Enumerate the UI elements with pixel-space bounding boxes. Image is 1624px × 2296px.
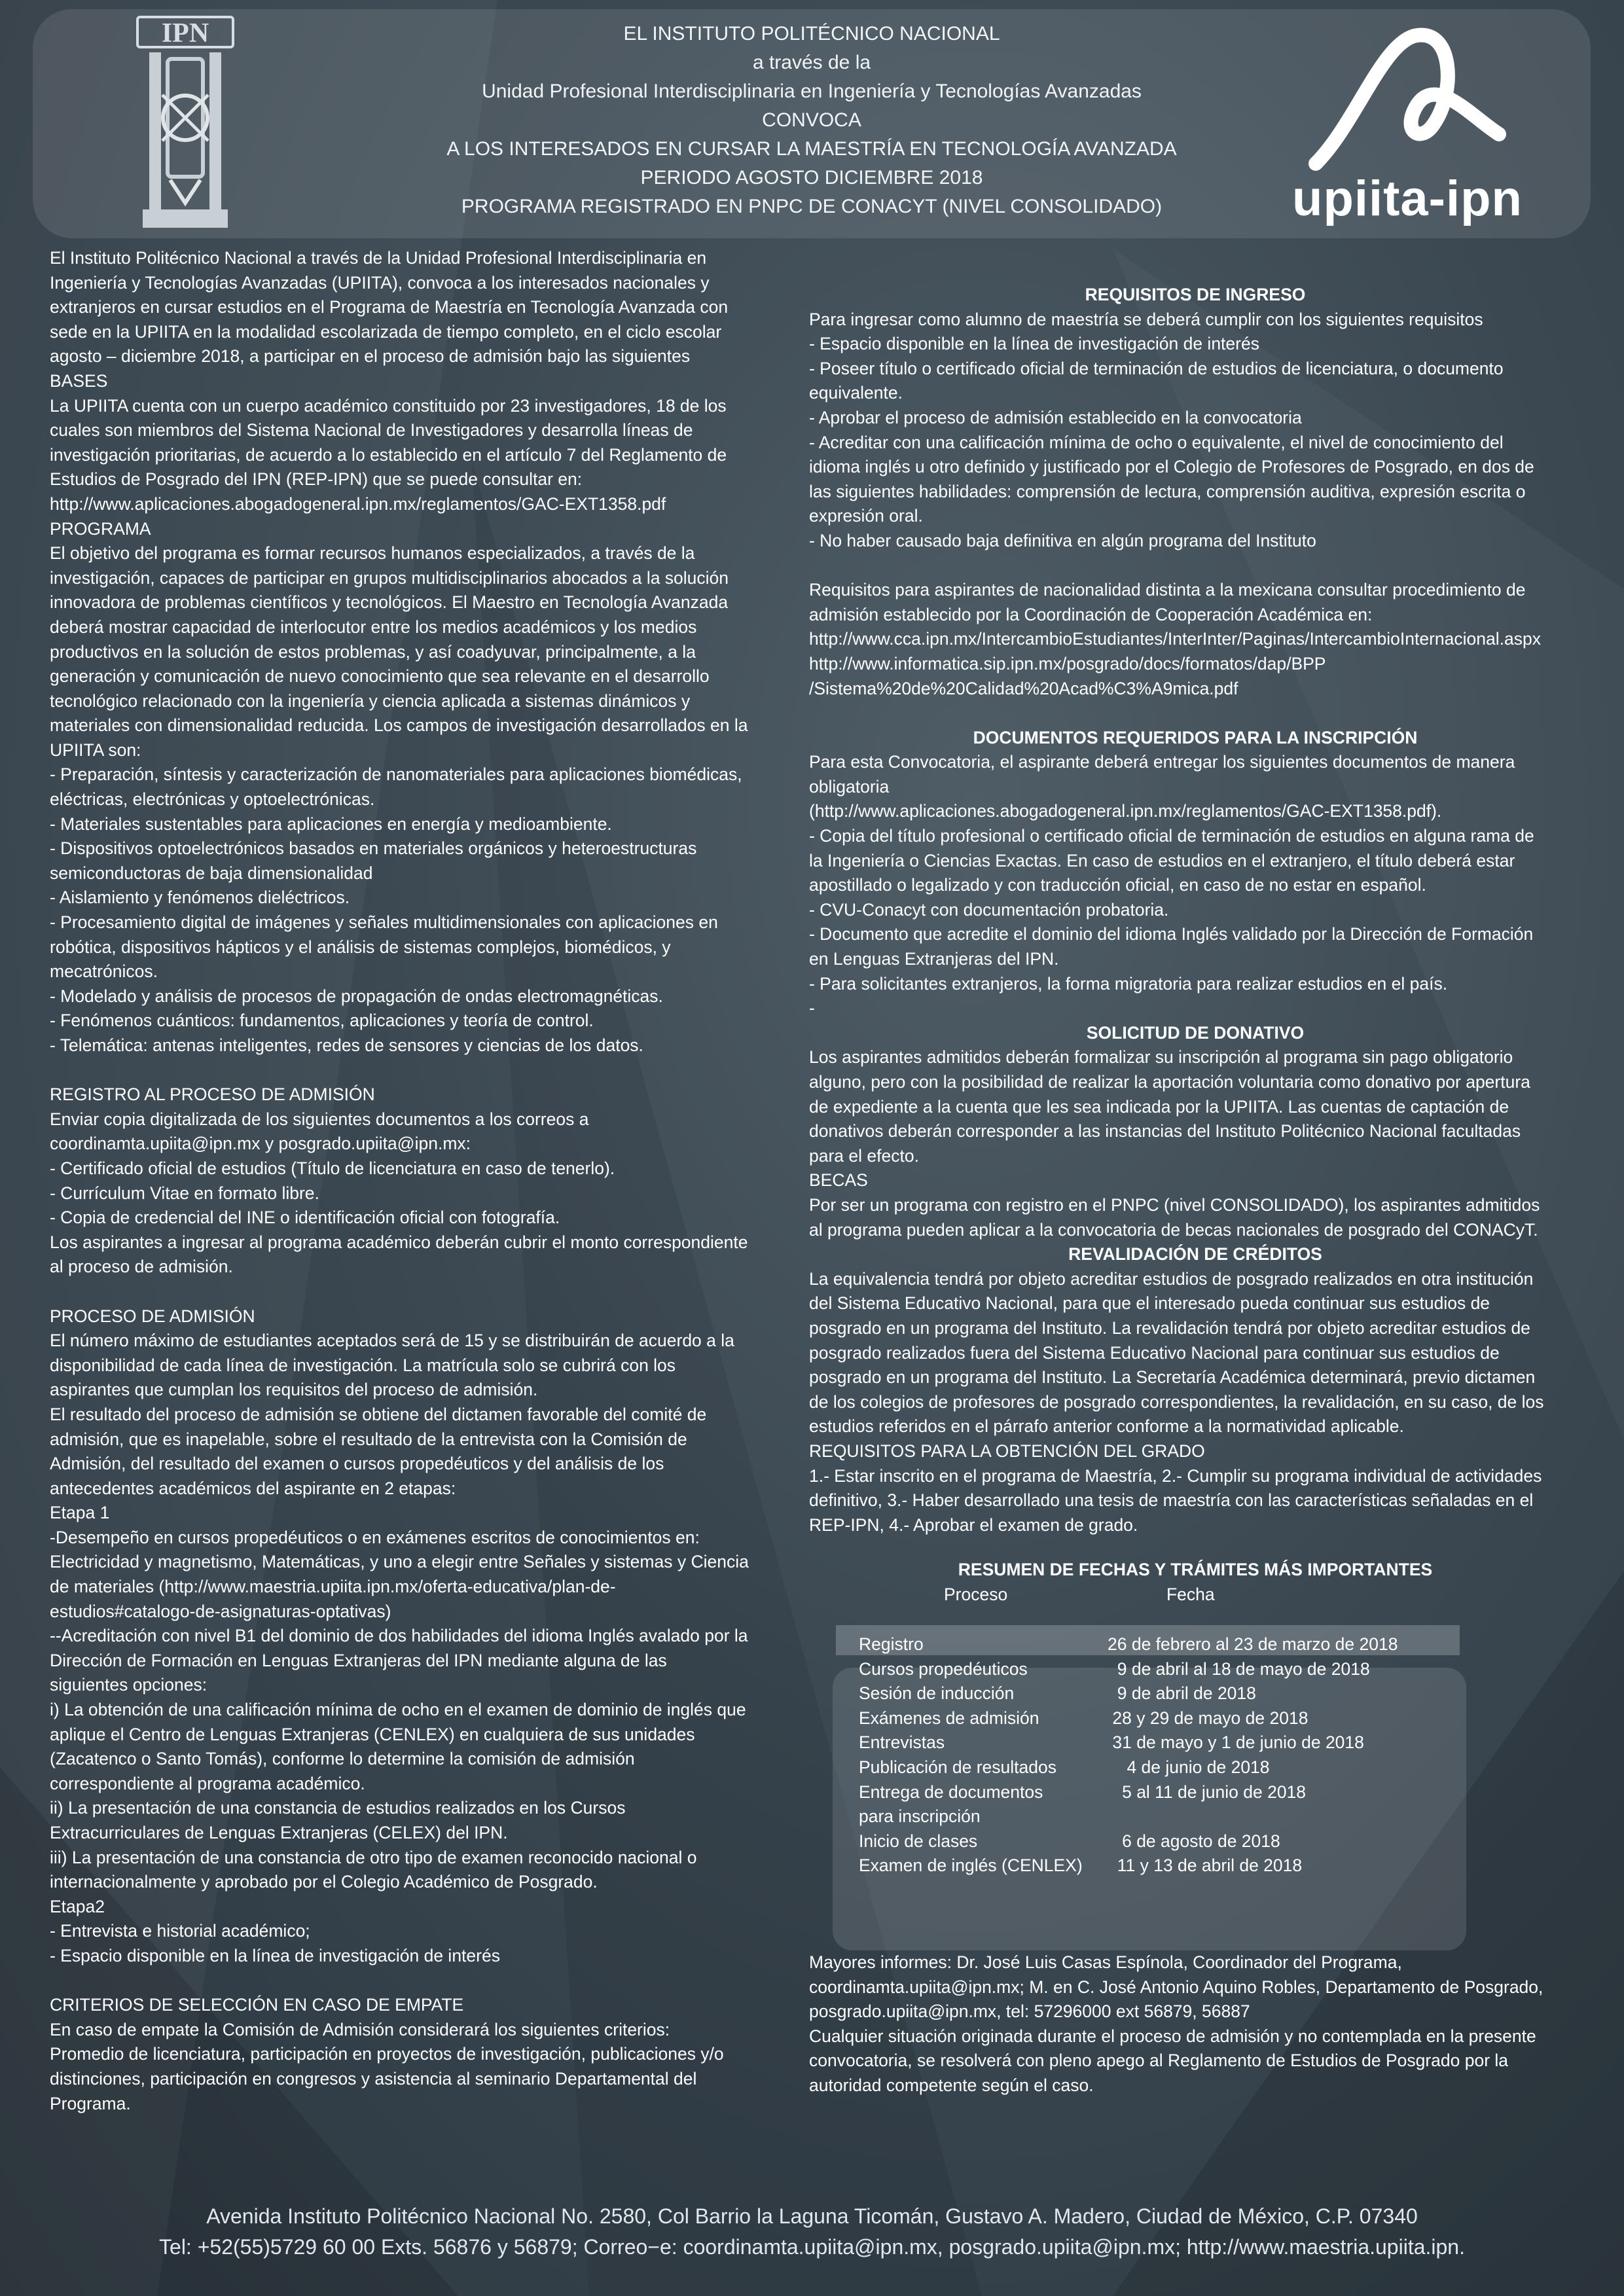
right-text-line: apostillado o legalizado y con traducción oficial, en caso de no estar en español.	[809, 875, 1426, 895]
left-text-line: siguientes opciones:	[50, 1675, 208, 1695]
right-text-line	[809, 554, 1581, 579]
table-cell-process: Entrega de documentos	[859, 1782, 1043, 1802]
right-text-line: definitivo, 3.- Haber desarrollado una tesis de maestría con las características señaladas en el	[809, 1490, 1534, 1511]
left-text-line: La UPIITA cuenta con un cuerpo académico constituido por 23 investigadores, 18 de los	[50, 395, 727, 416]
upiita-swoosh-icon	[1303, 20, 1512, 177]
right-text-line: REP-IPN, 4.- Aprobar el examen de grado.	[809, 1515, 1138, 1535]
contact-line: Cualquier situación originada durante el proceso de admisión y no contemplada en la presente	[809, 2026, 1536, 2046]
left-text-line: Dirección de Formación en Lenguas Extranjeras del IPN mediante alguna de las	[50, 1650, 667, 1670]
right-text-line: La equivalencia tendrá por objeto acreditar estudios de posgrado realizados en otra institución	[809, 1268, 1534, 1289]
right-text-line: http://www.cca.ipn.mx/IntercambioEstudiantes/InterInter/Paginas/IntercambioInternacional.aspx	[809, 629, 1541, 649]
right-text-line: /Sistema%20de%20Calidad%20Acad%C3%A9mica.pdf	[809, 678, 1238, 698]
right-text-line	[809, 701, 1581, 726]
header-line: CONVOCA	[762, 109, 861, 131]
right-text-line: posgrado en un programa del Instituto. La revalidación tendrá por objeto acreditar estudios de	[809, 1318, 1530, 1338]
section-heading: REVALIDACIÓN DE CRÉDITOS	[1068, 1244, 1322, 1265]
left-text-line: - Telemática: antenas inteligentes, redes de sensores y ciencias de los datos.	[50, 1035, 643, 1055]
left-text-line: REGISTRO AL PROCESO DE ADMISIÓN	[50, 1085, 375, 1105]
right-text-line: equivalente.	[809, 383, 903, 403]
table-row	[859, 1829, 1448, 1854]
right-text-line: la Ingeniería o Ciencias Exactas. En caso de estudios en el extranjero, el título deberá estar	[809, 850, 1515, 870]
left-text-line: eléctricas, electrónicas y optoelectrónicas.	[50, 789, 375, 810]
left-text-line: PROCESO DE ADMISIÓN	[50, 1306, 255, 1326]
header-line: PROGRAMA REGISTRADO EN PNPC DE CONACYT (NIVEL CONSOLIDADO)	[461, 196, 1163, 217]
right-text-line: de los colegios de profesores de posgrado correspondientes, la revalidación, en su caso, de los	[809, 1391, 1544, 1412]
table-cell-process: Inicio de clases	[859, 1831, 978, 1851]
summary-section	[809, 1558, 1581, 1609]
table-cell-process: Exámenes de admisión	[859, 1708, 1039, 1728]
right-text-line: Los aspirantes admitidos deberán formalizar su inscripción al programa sin pago obligatorio	[809, 1047, 1513, 1067]
left-text-line: de materiales (http://www.maestria.upiita.ipn.mx/oferta-educativa/plan-de-	[50, 1577, 616, 1597]
right-text-line: las siguientes habilidades: comprensión de lectura, comprensión auditiva, expresión escrita o	[809, 481, 1526, 501]
right-text-line: - Poseer título o certificado oficial de terminación de estudios de licenciatura, o documento	[809, 358, 1504, 378]
table-row	[859, 1706, 1448, 1731]
left-text-line: deberá mostrar capacidad de interlocutor entre los medios académicos y los medios	[50, 617, 697, 637]
section-heading: REQUISITOS DE INGRESO	[1085, 285, 1306, 304]
right-text-line: - Espacio disponible en la línea de investigación de interés	[809, 334, 1259, 354]
left-text-line: iii) La presentación de una constancia de otro tipo de examen reconocido nacional o	[50, 1847, 697, 1867]
right-text-line: admisión establecido por la Coordinación de Cooperación Académica en:	[809, 604, 1373, 624]
right-text-line: - Para solicitantes extranjeros, la forma migratoria para realizar estudios en el país.	[809, 973, 1448, 994]
header-line: A LOS INTERESADOS EN CURSAR LA MAESTRÍA EN TECNOLOGÍA AVANZADA	[446, 138, 1177, 160]
header-line: Unidad Profesional Interdisciplinaria en Ingeniería y Tecnologías Avanzadas	[482, 81, 1142, 102]
left-text-line: estudios#catalogo-de-asignaturas-optativas)	[50, 1601, 391, 1621]
left-text-line: Estudios de Posgrado del IPN (REP-IPN) que se puede consultar en:	[50, 469, 583, 490]
left-text-line: - Fenómenos cuánticos: fundamentos, aplicaciones y teoría de control.	[50, 1011, 594, 1031]
right-text-line: estudios referidos en el párrafo anterior conforme a la normatividad aplicable.	[809, 1416, 1404, 1437]
table-cell-date: 4 de junio de 2018	[1108, 1757, 1270, 1777]
header-text	[353, 20, 1270, 221]
table-cell-date: 5 al 11 de junio de 2018	[1108, 1782, 1307, 1802]
left-text-line: innovadora de problemas científicos y tecnológicos. El Maestro en Tecnología Avanzada	[50, 592, 729, 613]
seal-letters: IPN	[161, 18, 209, 48]
right-text-line: - Copia del título profesional o certificado oficial de terminación de estudios en alguna rama de	[809, 826, 1534, 846]
left-text-line: - Modelado y análisis de procesos de propagación de ondas electromagnéticas.	[50, 986, 663, 1006]
left-text-line: - Dispositivos optoelectrónicos basados en materiales orgánicos y heteroestructuras	[50, 838, 697, 859]
left-text-line	[50, 1058, 789, 1083]
left-text-line: BASES	[50, 370, 108, 391]
left-text-line: disponibilidad de cada línea de investigación. La matrícula solo se cubrirá con los	[50, 1355, 676, 1375]
right-text-line: - Documento que acredite el dominio del idioma Inglés validado por la Dirección de Formación	[809, 924, 1534, 944]
left-text-line: cuales son miembros del Sistema Nacional de Investigadores y desarrolla líneas de	[50, 420, 693, 440]
right-text-line: (http://www.aplicaciones.abogadogeneral.ipn.mx/reglamentos/GAC-EXT1358.pdf).	[809, 801, 1442, 821]
right-text-line: - Acreditar con una calificación mínima de ocho o equivalente, el nivel de conocimiento del	[809, 432, 1504, 452]
contact-line: convocatoria, se resolverá con pleno apego al Reglamento de Estudios de Posgrado por la	[809, 2051, 1509, 2071]
table-row	[859, 1657, 1448, 1682]
left-text-line: tecnológico relacionado con la ingeniería y ciencia aplicada a sistemas dinámicos y	[50, 691, 691, 711]
left-text-line: - Preparación, síntesis y caracterización de nanomateriales para aplicaciones biomédicas,	[50, 764, 742, 785]
left-text-line: agosto – diciembre 2018, a participar en el proceso de admisión bajo las siguientes	[50, 346, 691, 367]
left-text-line: http://www.aplicaciones.abogadogeneral.ipn.mx/reglamentos/GAC-EXT1358.pdf	[50, 493, 666, 514]
left-text-line: Programa.	[50, 2093, 131, 2113]
left-column	[50, 246, 789, 2116]
ipn-seal-icon	[130, 13, 241, 236]
left-text-line: --Acreditación con nivel B1 del dominio de dos habilidades del idioma Inglés avalado por la	[50, 1626, 748, 1646]
contact-line: autoridad competente según el caso.	[809, 2075, 1094, 2095]
header-line: a través de la	[752, 52, 871, 73]
left-text-line: Promedio de licenciatura, participación en proyectos de investigación, publicaciones y/o	[50, 2044, 724, 2064]
left-text-line: - Espacio disponible en la línea de investigación de interés	[50, 1945, 500, 1965]
right-text-line: expresión oral.	[809, 506, 923, 526]
left-text-line: antecedentes académicos del aspirante en 2 etapas:	[50, 1478, 456, 1498]
header-line: EL INSTITUTO POLITÉCNICO NACIONAL	[623, 23, 1000, 45]
summary-column-process: Proceso	[944, 1584, 1008, 1604]
left-text-line: materiales con dimensionalidad reducida. Los campos de investigación desarrollados en la	[50, 715, 748, 736]
table-row	[859, 1854, 1448, 1878]
right-text-line: Por ser un programa con registro en el PNPC (nivel CONSOLIDADO), los aspirantes admitidos	[809, 1194, 1540, 1215]
left-text-line: investigación prioritarias, de acuerdo a lo establecido en el artículo 7 del Reglamento de	[50, 444, 727, 465]
left-text-line: mecatrónicos.	[50, 961, 158, 982]
right-text-line: - No haber causado baja definitiva en algún programa del Instituto	[809, 530, 1316, 550]
table-cell-date: 11 y 13 de abril de 2018	[1108, 1856, 1303, 1876]
left-text-line: El Instituto Politécnico Nacional a través de la Unidad Profesional Interdisciplinaria en	[50, 248, 707, 268]
left-text-line: coordinamta.upiita@ipn.mx y posgrado.upiita@ipn.mx:	[50, 1134, 471, 1154]
left-text-line: - Materiales sustentables para aplicaciones en energía y medioambiente.	[50, 814, 612, 834]
table-cell-process: Entrevistas	[859, 1732, 945, 1753]
right-text-line: idioma inglés u otro definido y justificado por el Colegio de Profesores de Posgrado, en dos de	[809, 457, 1534, 477]
table-cell-date: 9 de abril de 2018	[1108, 1683, 1256, 1704]
right-text-line: del Sistema Educativo Nacional, para que el interesado pueda continuar sus estudios de	[809, 1293, 1490, 1314]
footer-address: Avenida Instituto Politécnico Nacional No. 2580, Col Barrio la Laguna Ticomán, Gustavo A. Madero, Ciudad de México, C.P. 07340	[206, 2204, 1418, 2228]
section-heading: SOLICITUD DE DONATIVO	[1086, 1022, 1305, 1043]
right-text-line: de expediente a la cuenta que les sea indicada por la UPIITA. Las cuentas de captación de	[809, 1096, 1509, 1117]
right-text-line: Para ingresar como alumno de maestría se deberá cumplir con los siguientes requisitos	[809, 309, 1483, 329]
left-text-line: correspondiente al programa académico.	[50, 1773, 365, 1793]
left-text-line: CRITERIOS DE SELECCIÓN EN CASO DE EMPATE	[50, 1995, 464, 2015]
table-cell-date: 28 y 29 de mayo de 2018	[1108, 1708, 1308, 1728]
table-cell-date: 6 de agosto de 2018	[1108, 1831, 1280, 1851]
footer-contact: Tel: +52(55)5729 60 00 Exts. 56876 y 56879; Correo−e: coordinamta.upiita@ipn.mx, posgrado.upiita@ipn.mx; http://www.maestria.upiita.ipn.	[159, 2235, 1465, 2259]
left-text-line: - Currículum Vitae en formato libre.	[50, 1183, 319, 1203]
left-text-line: aplique el Centro de Lenguas Extranjeras (CENLEX) en cualquiera de sus unidades	[50, 1724, 695, 1744]
table-cell-date: 31 de mayo y 1 de junio de 2018	[1108, 1732, 1364, 1753]
contact-line: Mayores informes: Dr. José Luis Casas Espínola, Coordinador del Programa,	[809, 1952, 1402, 1972]
table-row	[859, 1681, 1448, 1706]
left-text-line: robótica, dispositivos hápticos y el análisis de sistemas complejos, biomédicos, y	[50, 937, 671, 957]
right-text-line: -	[809, 998, 815, 1018]
left-text-line: (Zacatenco o Santo Tomás), conforme lo determine la comisión de admisión	[50, 1749, 635, 1769]
header-line: PERIODO AGOSTO DICIEMBRE 2018	[640, 167, 983, 188]
left-text-line: sede en la UPIITA en la modalidad escolarizada de tiempo completo, en el ciclo escolar	[50, 321, 722, 342]
left-text-line: - Entrevista e historial académico;	[50, 1921, 310, 1941]
dates-table	[859, 1632, 1448, 1878]
table-cell-date: 9 de abril al 18 de mayo de 2018	[1108, 1659, 1370, 1679]
right-text-line: al programa pueden aplicar a la convocatoria de becas nacionales de posgrado del CONACyT.	[809, 1219, 1538, 1240]
left-text-line	[50, 1280, 789, 1304]
table-cell-process: Cursos propedéuticos	[859, 1659, 1028, 1679]
left-text-line: ii) La presentación de una constancia de estudios realizados en los Cursos	[50, 1798, 626, 1818]
right-text-line: 1.- Estar inscrito en el programa de Maestría, 2.- Cumplir su programa individual de actividades	[809, 1465, 1542, 1486]
left-text-line: El resultado del proceso de admisión se obtiene del dictamen favorable del comité de	[50, 1404, 707, 1424]
left-text-line: Ingeniería y Tecnologías Avanzadas (UPIITA), convoca a los interesados nacionales y	[50, 272, 710, 293]
right-text-line: obligatoria	[809, 776, 890, 797]
right-text-line: Para esta Convocatoria, el aspirante deberá entregar los siguientes documentos de manera	[809, 752, 1515, 772]
right-text-line: alguno, pero con la posibilidad de realizar la aportación voluntaria como donativo por apertura	[809, 1072, 1530, 1092]
left-text-line: Electricidad y magnetismo, Matemáticas, y uno a elegir entre Señales y sistemas y Ciencia	[50, 1552, 749, 1572]
right-text-line: REQUISITOS PARA LA OBTENCIÓN DEL GRADO	[809, 1441, 1205, 1461]
left-text-line: -Desempeño en cursos propedéuticos o en exámenes escritos de conocimientos en:	[50, 1527, 700, 1547]
table-row	[859, 1632, 1448, 1657]
table-cell-process: Examen de inglés (CENLEX)	[859, 1856, 1083, 1876]
contact-line: posgrado.upiita@ipn.mx, tel: 57296000 ext 56879, 56887	[809, 2001, 1250, 2022]
left-text-line: - Copia de credencial del INE o identificación oficial con fotografía.	[50, 1208, 560, 1228]
left-text-line: i) La obtención de una calificación mínima de ocho en el examen de dominio de inglés que	[50, 1700, 746, 1720]
right-text-line: en Lenguas Extranjeras del IPN.	[809, 949, 1059, 969]
left-text-line: - Aislamiento y fenómenos dieléctricos.	[50, 888, 350, 908]
left-text-line: extranjeros en cursar estudios en el Programa de Maestría en Tecnología Avanzada con	[50, 297, 729, 317]
table-row	[859, 1804, 1448, 1829]
table-cell-process: Sesión de inducción	[859, 1683, 1015, 1704]
table-row	[859, 1780, 1448, 1805]
table-cell-date: 26 de febrero al 23 de marzo de 2018	[1108, 1634, 1398, 1654]
table-cell-process: Registro	[859, 1634, 924, 1654]
right-column	[809, 283, 1581, 1537]
right-text-line: Requisitos para aspirantes de nacionalidad distinta a la mexicana consultar procedimiento de	[809, 580, 1526, 600]
upiita-logo-text: upiita-ipn	[1292, 171, 1523, 226]
left-text-line: distinciones, participación en congresos y asistencia al seminario Departamental del	[50, 2068, 697, 2089]
left-text-line: internacionalmente y aprobado por el Colegio Académico de Posgrado.	[50, 1872, 598, 1892]
right-text-line: donativos deberán corresponder a las instancias del Instituto Politécnico Nacional facultadas	[809, 1121, 1521, 1141]
left-text-line: al proceso de admisión.	[50, 1257, 233, 1277]
left-text-line: Enviar copia digitalizada de los siguientes documentos a los correos a	[50, 1109, 589, 1129]
right-text-line: - Aprobar el proceso de admisión establecido en la convocatoria	[809, 407, 1302, 427]
right-text-line: http://www.informatica.sip.ipn.mx/posgrado/docs/formatos/dap/BPP	[809, 653, 1326, 673]
contact-info	[809, 1950, 1588, 2098]
summary-title: RESUMEN DE FECHAS Y TRÁMITES MÁS IMPORTANTES	[958, 1560, 1433, 1579]
left-text-line: Extracurriculares de Lenguas Extranjeras (CELEX) del IPN.	[50, 1823, 508, 1842]
right-text-line: - CVU-Conacyt con documentación probatoria.	[809, 899, 1169, 920]
left-text-line: Los aspirantes a ingresar al programa académico deberán cubrir el monto correspondiente	[50, 1232, 748, 1252]
left-text-line: Etapa 1	[50, 1503, 110, 1523]
left-text-line: - Certificado oficial de estudios (Título de licenciatura en caso de tenerlo).	[50, 1158, 615, 1178]
table-cell-process: para inscripción	[859, 1806, 981, 1827]
footer	[0, 2201, 1624, 2263]
table-row	[859, 1731, 1448, 1755]
left-text-line: productivos en la solución de estos problemas, y así coadyuvar, principalmente, a la	[50, 641, 696, 662]
left-text-line	[50, 1969, 789, 1994]
table-row	[859, 1755, 1448, 1780]
left-text-line: generación y comunicación de nuevo conocimiento que sea relevante en el desarrollo	[50, 666, 710, 687]
left-text-line: UPIITA son:	[50, 740, 141, 760]
right-text-line: BECAS	[809, 1170, 868, 1191]
contact-line: coordinamta.upiita@ipn.mx; M. en C. José Antonio Aquino Robles, Departamento de Posgrado,	[809, 1977, 1543, 1997]
right-text-line: posgrado en un programa del Instituto. La Secretaría Académica determinará, previo dictamen	[809, 1367, 1536, 1388]
left-text-line: semiconductoras de baja dimensionalidad	[50, 863, 373, 883]
left-text-line: El objetivo del programa es formar recursos humanos especializados, a través de la	[50, 543, 695, 564]
left-text-line: admisión, que es inapelable, sobre el resultado de la entrevista con la Comisión de	[50, 1429, 687, 1449]
section-heading: DOCUMENTOS REQUERIDOS PARA LA INSCRIPCIÓN	[973, 727, 1418, 747]
left-text-line: investigación, capaces de participar en grupos multidisciplinarios abocados a la solución	[50, 567, 729, 588]
left-text-line: aspirantes que cumplan los requisitos del proceso de admisión.	[50, 1380, 538, 1400]
left-text-line: - Procesamiento digital de imágenes y señales multidimensionales con aplicaciones en	[50, 912, 718, 933]
summary-column-date: Fecha	[1166, 1584, 1215, 1604]
left-text-line: Admisión, del resultado del examen o cursos propedéuticos y del análisis de los	[50, 1454, 664, 1474]
left-text-line: El número máximo de estudiantes aceptados será de 15 y se distribuirán de acuerdo a la	[50, 1331, 734, 1351]
right-text-line: posgrado realizados fuera del Sistema Educativo Nacional para continuar sus estudios de	[809, 1342, 1500, 1363]
left-text-line: PROGRAMA	[50, 518, 151, 539]
table-cell-process: Publicación de resultados	[859, 1757, 1056, 1777]
left-text-line: Etapa2	[50, 1896, 105, 1916]
right-text-line: para el efecto.	[809, 1145, 919, 1166]
left-text-line: En caso de empate la Comisión de Admisión considerará los siguientes criterios:	[50, 2019, 670, 2039]
